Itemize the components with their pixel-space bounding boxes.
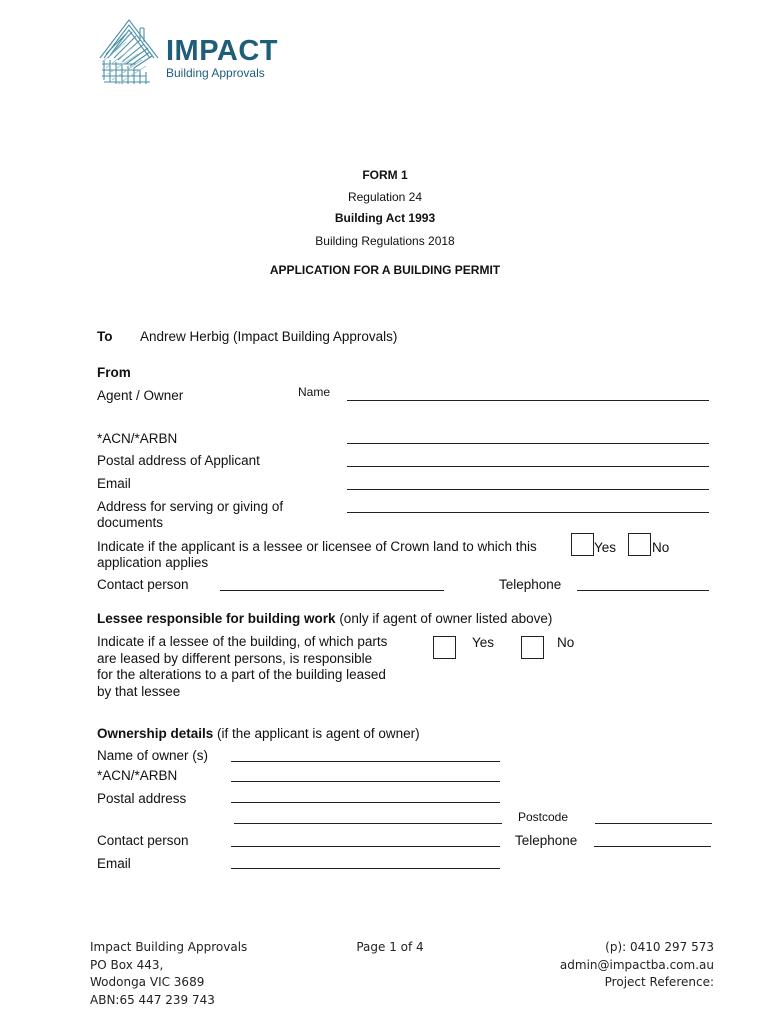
regulations-name: Building Regulations 2018 bbox=[315, 234, 455, 248]
logo-wordmark: IMPACT bbox=[166, 35, 279, 67]
to-label: To bbox=[97, 329, 113, 344]
name-field[interactable] bbox=[347, 400, 709, 401]
serving-address-label-line1: Address for serving or giving of bbox=[97, 499, 284, 514]
owner-contact-field[interactable] bbox=[231, 846, 500, 847]
lessee-heading bbox=[97, 610, 552, 627]
logo-subtitle: Building Approvals bbox=[166, 66, 265, 80]
serving-address-label-line2: documents bbox=[97, 515, 164, 530]
postcode-label: Postcode bbox=[518, 810, 569, 824]
owner-name-field[interactable] bbox=[231, 761, 500, 762]
ownership-heading-note: (if the applicant is agent of owner) bbox=[213, 726, 420, 741]
owner-contact-label: Contact person bbox=[97, 833, 189, 848]
postcode-field[interactable] bbox=[595, 823, 712, 824]
footer-city: Wodonga VIC 3689 bbox=[90, 975, 205, 989]
lessee-heading-note: (only if agent of owner listed above) bbox=[335, 611, 553, 626]
postal-address-field[interactable] bbox=[347, 466, 709, 467]
from-heading: From bbox=[97, 365, 131, 380]
regulation-number: Regulation 24 bbox=[347, 190, 423, 204]
owner-postal-label: Postal address bbox=[97, 791, 187, 806]
lessee-yes-checkbox[interactable] bbox=[433, 636, 456, 659]
owner-email-field[interactable] bbox=[231, 868, 500, 869]
owner-name-label: Name of owner (s) bbox=[97, 748, 209, 763]
owner-email-label: Email bbox=[97, 856, 131, 871]
owner-telephone-field[interactable] bbox=[594, 846, 711, 847]
owner-acn-field[interactable] bbox=[231, 781, 500, 782]
footer-address bbox=[90, 939, 247, 1009]
lessee-text-line1: Indicate if a lessee of the building, of which parts bbox=[97, 634, 388, 649]
name-label: Name bbox=[298, 385, 331, 399]
crown-no-label: No bbox=[652, 540, 670, 555]
lessee-text-line3: for the alterations to a part of the building leased bbox=[97, 667, 386, 682]
act-name: Building Act 1993 bbox=[334, 211, 436, 225]
agent-owner-label: Agent / Owner bbox=[97, 388, 184, 403]
lessee-no-checkbox[interactable] bbox=[521, 636, 544, 659]
ownership-heading bbox=[97, 725, 420, 742]
telephone-field[interactable] bbox=[577, 590, 709, 591]
owner-telephone-label: Telephone bbox=[515, 833, 578, 848]
form-title: APPLICATION FOR A BUILDING PERMIT bbox=[269, 263, 501, 277]
footer-po-box: PO Box 443, bbox=[90, 957, 164, 972]
owner-acn-label: *ACN/*ARBN bbox=[97, 768, 178, 783]
lessee-text-line4: by that lessee bbox=[97, 684, 181, 699]
serving-address-field[interactable] bbox=[347, 512, 709, 513]
acn-label: *ACN/*ARBN bbox=[97, 431, 178, 446]
contact-person-label: Contact person bbox=[97, 577, 189, 592]
footer-project-reference: Project Reference: bbox=[604, 975, 714, 989]
footer-email: admin@impactba.com.au bbox=[559, 957, 714, 972]
email-field[interactable] bbox=[347, 489, 709, 490]
lessee-text-line2: are leased by different persons, is responsible bbox=[97, 651, 373, 666]
crown-land-text-line2: application applies bbox=[97, 555, 209, 570]
lessee-yes-label: Yes bbox=[472, 635, 495, 650]
ownership-heading-bold: Ownership details bbox=[97, 726, 214, 741]
footer-contact bbox=[560, 939, 714, 992]
lessee-no-label: No bbox=[557, 635, 575, 650]
crown-yes-label: Yes bbox=[594, 540, 617, 555]
postal-address-label: Postal address of Applicant bbox=[97, 453, 260, 468]
house-logo-icon bbox=[96, 14, 162, 86]
lessee-heading-bold: Lessee responsible for building work bbox=[97, 611, 336, 626]
owner-postal-field-line1[interactable] bbox=[231, 802, 500, 803]
email-label: Email bbox=[97, 476, 131, 491]
footer-phone: (p): 0410 297 573 bbox=[605, 940, 714, 954]
footer-company: Impact Building Approvals bbox=[90, 940, 248, 954]
form-number: FORM 1 bbox=[362, 168, 408, 182]
acn-field[interactable] bbox=[347, 443, 709, 444]
crown-no-checkbox[interactable] bbox=[628, 533, 651, 556]
crown-yes-checkbox[interactable] bbox=[571, 533, 594, 556]
crown-land-text-line1: Indicate if the applicant is a lessee or licensee of Crown land to which this bbox=[97, 539, 537, 554]
page-number: Page 1 of 4 bbox=[356, 940, 424, 954]
telephone-label: Telephone bbox=[499, 577, 562, 592]
to-value: Andrew Herbig (Impact Building Approvals) bbox=[140, 329, 398, 344]
footer-abn: ABN:65 447 239 743 bbox=[90, 992, 215, 1007]
contact-person-field[interactable] bbox=[220, 590, 444, 591]
owner-postal-field-line2[interactable] bbox=[234, 823, 502, 824]
